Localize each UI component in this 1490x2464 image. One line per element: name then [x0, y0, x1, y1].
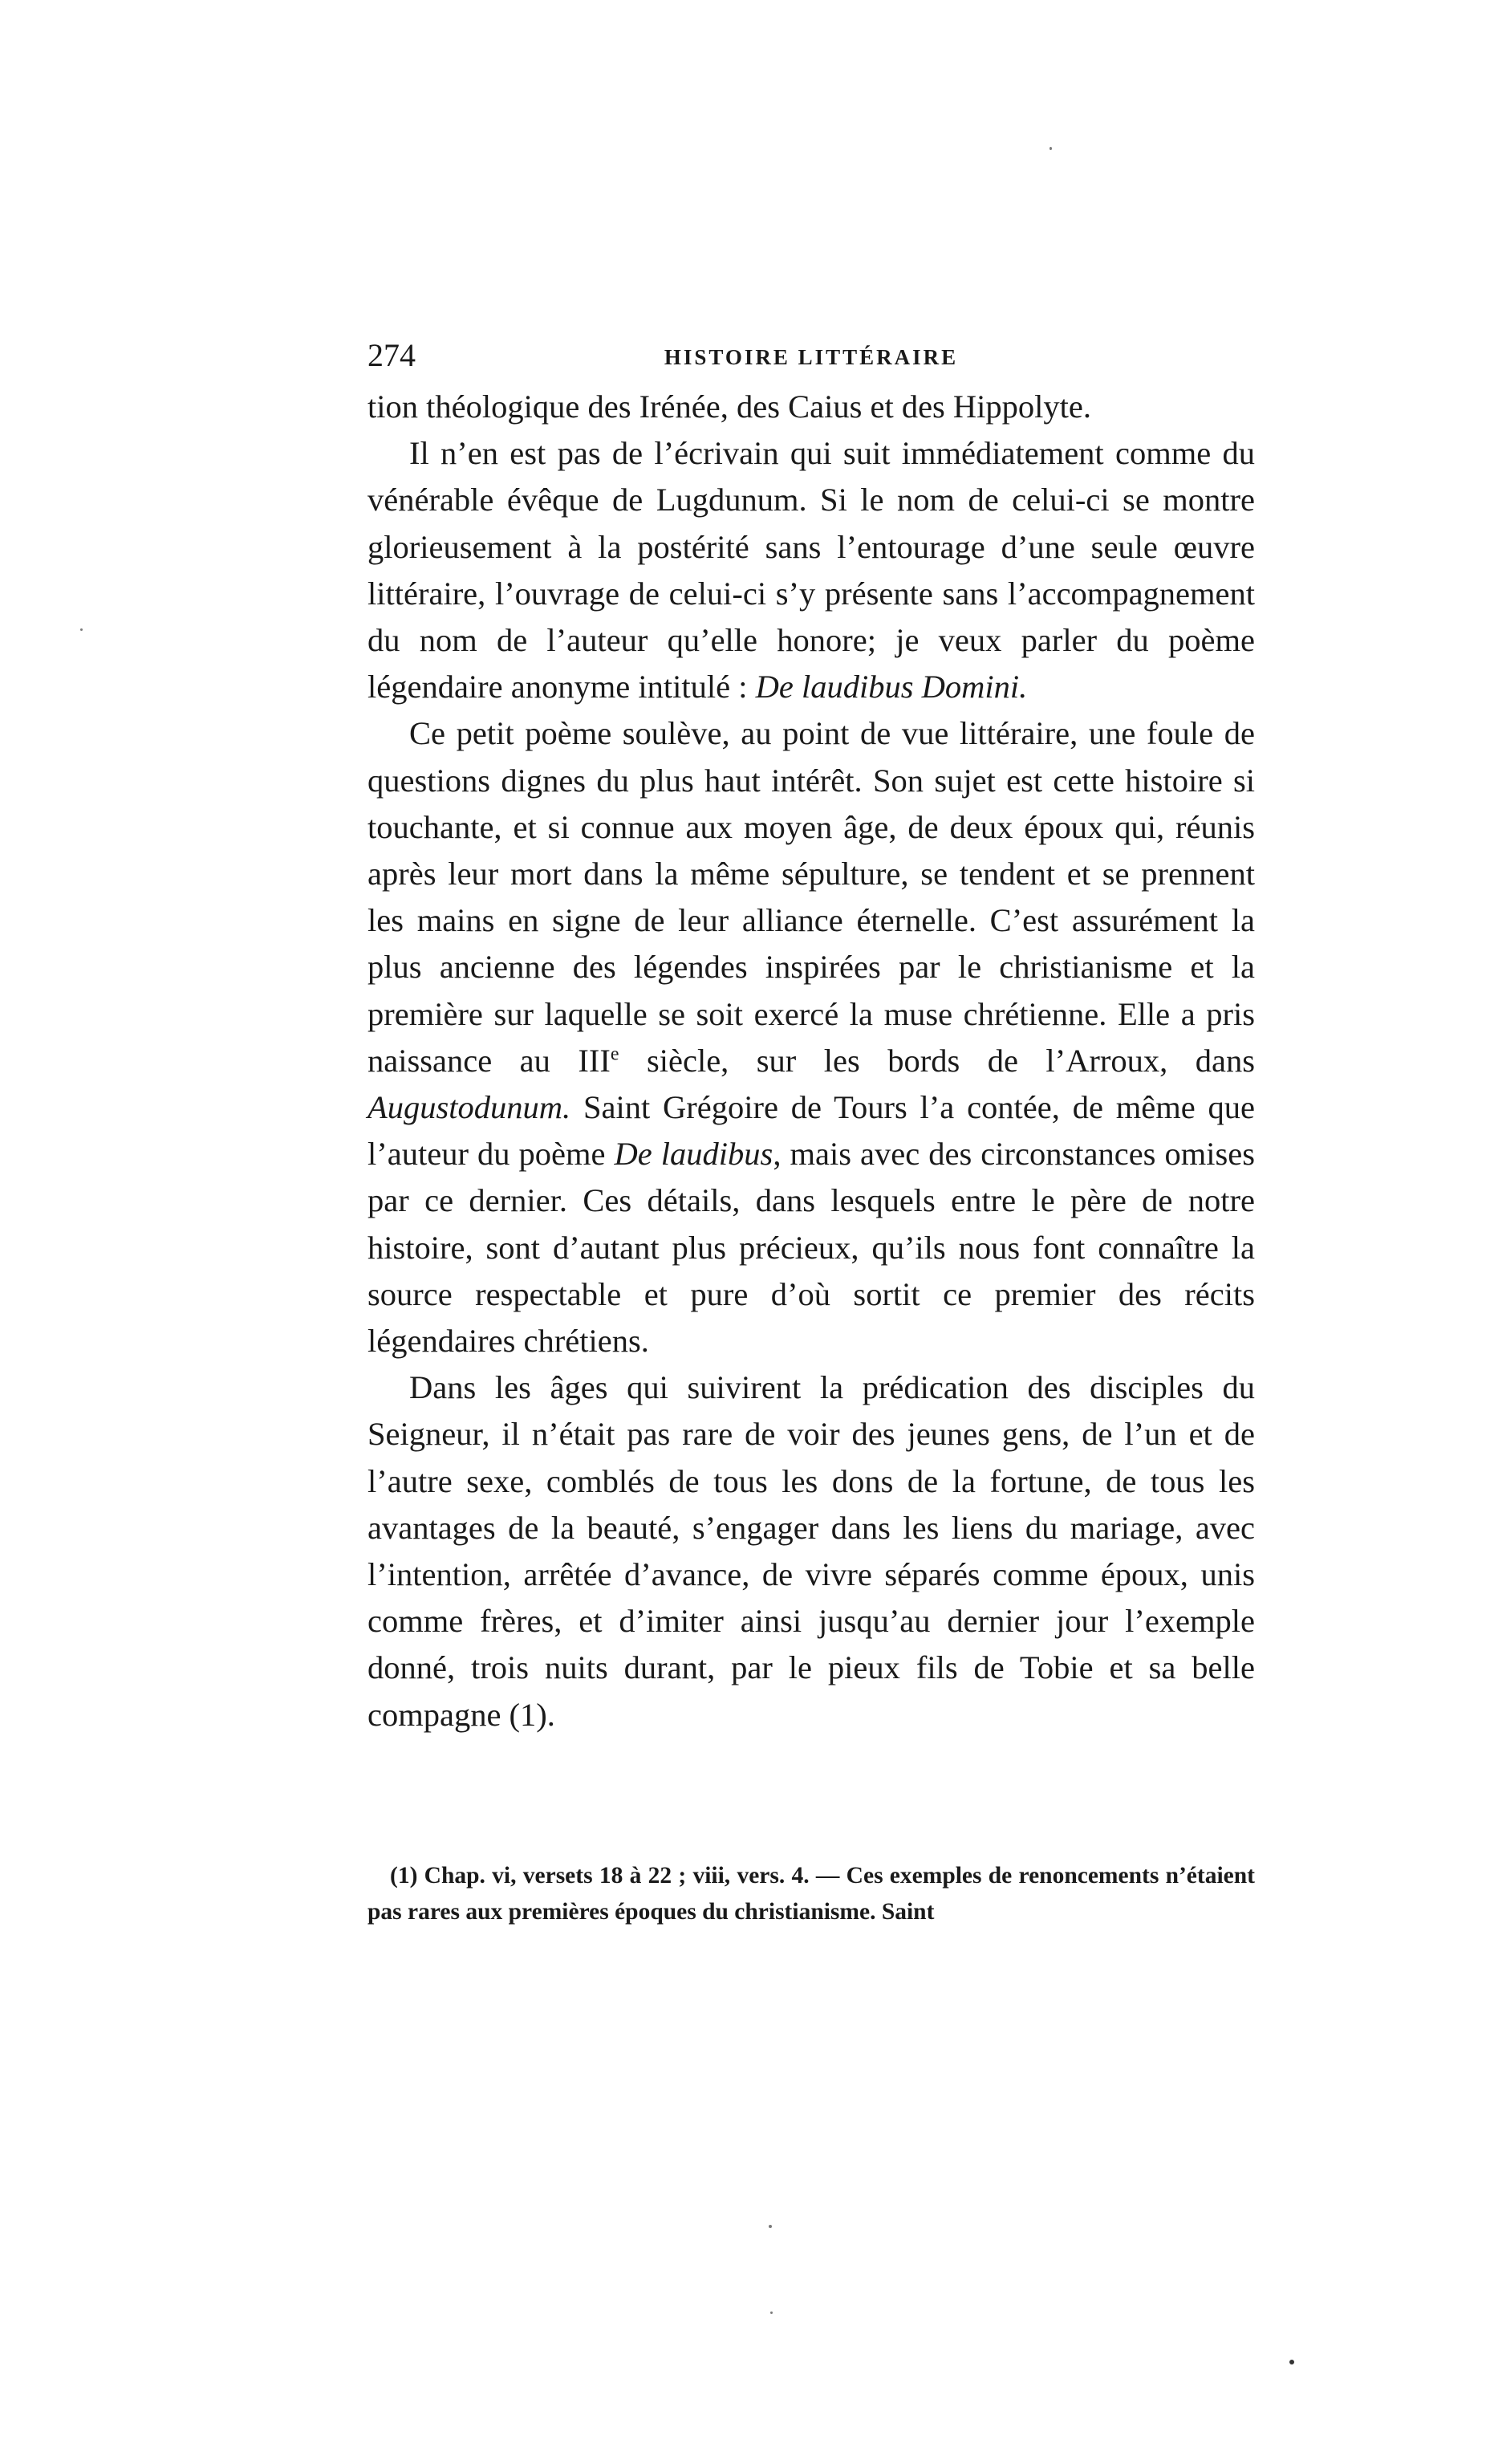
text-run: Ce petit poème soulève, au point de vue littéraire, une foule de questions dignes du plus haut intérêt. Son sujet est cette histoire si touchante, et si connue aux moyen âge, de deux époux qui, réunis après leur mort dans la même sépulture, se tendent et se prennent les mains en signe de leur alliance éternelle. C’est assurément la plus ancienne des légendes inspirées par le christianisme et la première sur laquelle se soit exercé la muse chrétienne. Elle a pris naissance au III — [367, 715, 1255, 1079]
page-header — [367, 335, 1255, 376]
scan-speck — [80, 628, 83, 631]
running-title: HISTOIRE LITTÉRAIRE — [664, 345, 959, 369]
scan-speck — [1289, 2360, 1294, 2364]
text-run: Dans les âges qui suivirent la prédication des disciples du Seigneur, il n’était pas rare de voir des jeunes gens, de l’un et de l’autre sexe, comblés de tous les dons de la fortune, de tous les avantages de la beauté, s’engager dans les liens du mariage, avec l’intention, arrêtée d’avance, de vivre séparés comme époux, unis comme frères, et d’imiter ainsi jusqu’au dernier jour l’exemple donné, trois nuits durant, par le pieux fils de Tobie et sa belle compagne (1). — [367, 1369, 1255, 1733]
paragraph — [367, 1364, 1255, 1738]
text-run: tion théologique des Irénée, des Caius et des Hippolyte. — [367, 388, 1092, 425]
footnote — [367, 1858, 1255, 1930]
text-run: siècle, sur les bords de l’Arroux, dans — [619, 1042, 1255, 1079]
scan-speck — [769, 2225, 772, 2228]
paragraph — [367, 710, 1255, 1364]
scan-speck — [770, 2312, 773, 2314]
paragraph — [367, 384, 1255, 430]
scan-speck — [1049, 147, 1052, 150]
text-run: Il n’en est pas de l’écrivain qui suit immédiatement comme du vénérable évêque de Lugdunum. Si le nom de celui-ci se montre glorieusement à la postérité sans l’entourage d’une seule œuvre littéraire, l’ouvrage de celui-ci s’y présente sans l’accompagnement du nom de l’auteur qu’elle honore; je veux parler du poème légendaire anonyme intitulé : — [367, 435, 1255, 705]
text-run: Saint Grégoire de Tours l’a contée, de même que l’auteur du poème — [367, 1089, 1255, 1173]
paragraph — [367, 430, 1255, 710]
italic-text: De laudibus Domini. — [755, 669, 1028, 705]
italic-text: De laudibus — [614, 1136, 773, 1173]
text-run: , mais avec des circonstances omises par ce dernier. Ces détails, dans lesquels entre le père de notre histoire, sont d’autant plus précieux, qu’ils nous font connaître la source respectable et pure d’où sortit ce premier des récits légendaires chrétiens. — [367, 1136, 1255, 1360]
page-number: 274 — [367, 337, 416, 373]
body-text — [367, 384, 1255, 1738]
italic-text: Augustodunum. — [367, 1089, 571, 1126]
footnote-text: (1) Chap. vi, versets 18 à 22 ; viii, vers. 4. — Ces exemples de renoncements n’étaient pas rares aux premières époques du christianisme. Saint — [367, 1863, 1255, 1925]
superscript: e — [610, 1043, 619, 1065]
